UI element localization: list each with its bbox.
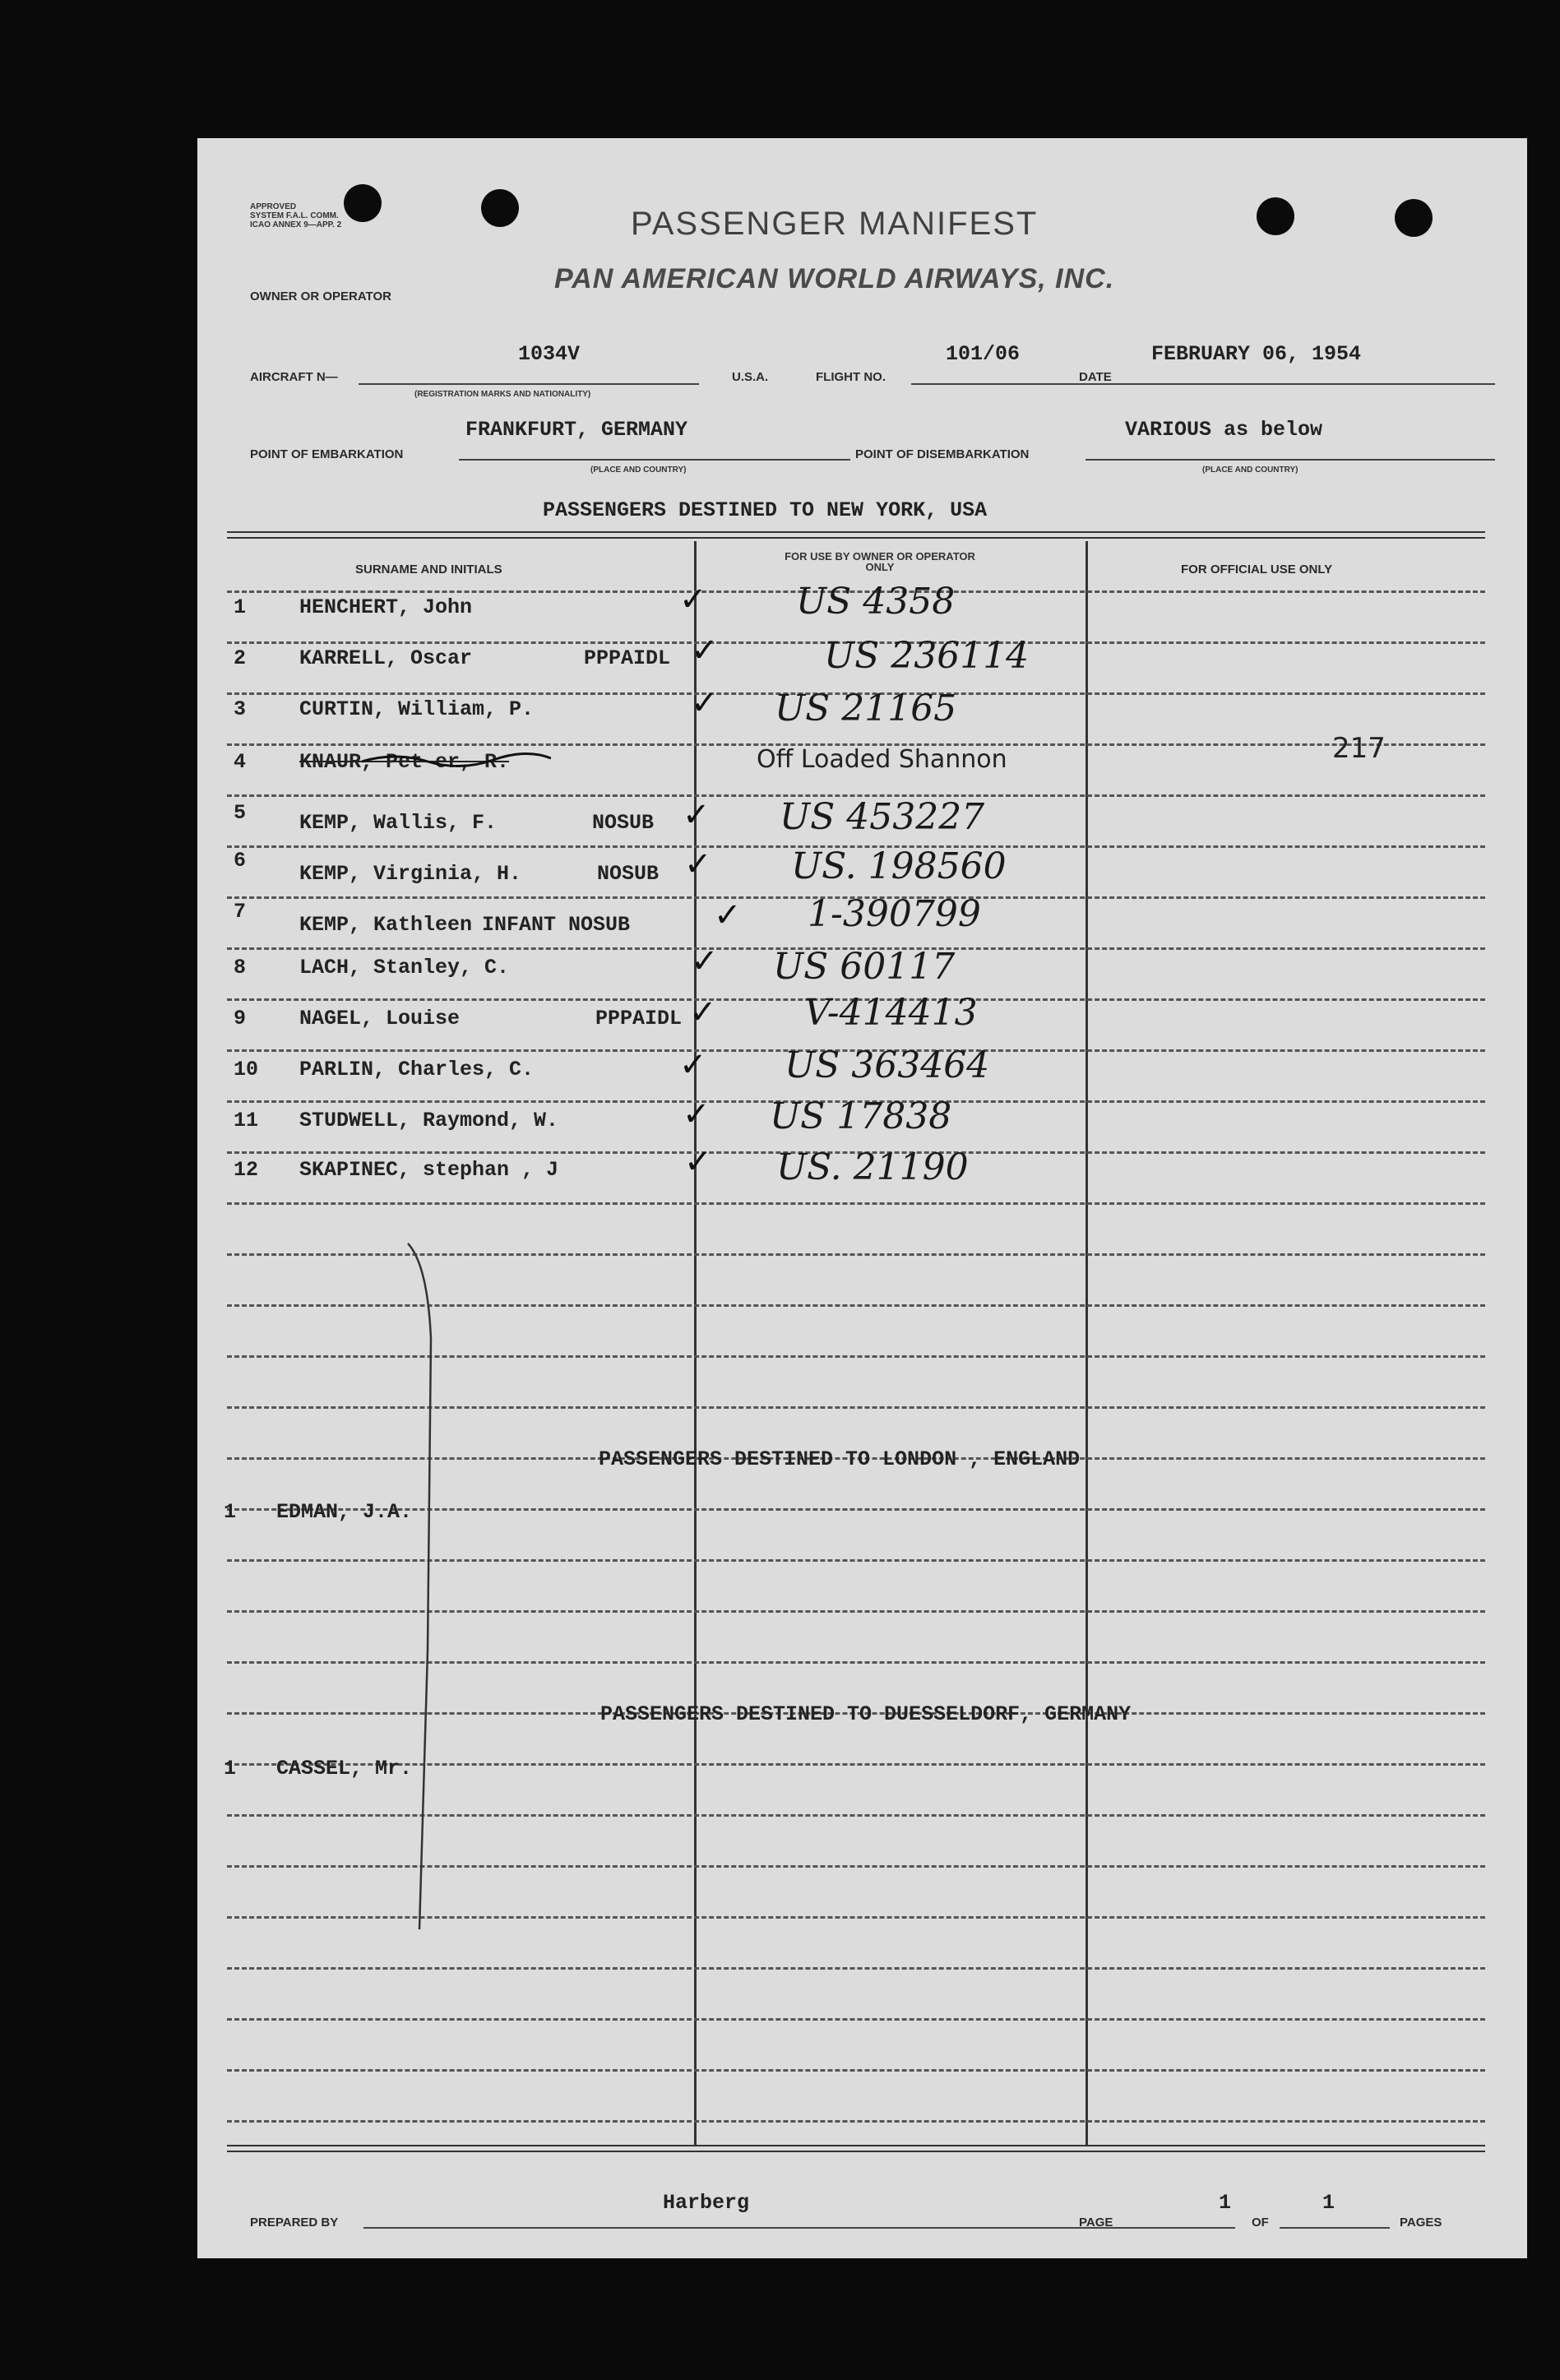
passenger-tag: PPPAIDL bbox=[595, 1007, 683, 1030]
total-pages: 1 bbox=[1322, 2191, 1335, 2215]
section-heading-new-york: PASSENGERS DESTINED TO NEW YORK, USA bbox=[543, 498, 988, 522]
check-mark-icon: ✓ bbox=[691, 942, 719, 980]
passenger-tag: NOSUB bbox=[597, 862, 660, 886]
passenger-tag: INFANT NOSUB bbox=[482, 913, 631, 937]
surname-column-header: SURNAME AND INITIALS bbox=[355, 563, 502, 576]
pages-label: PAGES bbox=[1400, 2216, 1442, 2230]
passport-number: US 60117 bbox=[773, 946, 956, 988]
section-heading-duesseldorf: PASSENGERS DESTINED TO DUESSELDORF, GERMANY bbox=[600, 1702, 1132, 1726]
passenger-name: SKAPINEC, stephan , J bbox=[299, 1158, 559, 1182]
disembarkation-caption: (PLACE AND COUNTRY) bbox=[1202, 465, 1298, 475]
check-mark-icon: ✓ bbox=[689, 993, 717, 1031]
punch-hole bbox=[1257, 197, 1294, 235]
embarkation-caption: (PLACE AND COUNTRY) bbox=[590, 465, 687, 475]
check-mark-icon: ✓ bbox=[684, 845, 712, 883]
check-mark-icon: ✓ bbox=[684, 1143, 712, 1181]
offload-note: Off Loaded Shannon bbox=[757, 745, 1007, 774]
passenger-number: 3 bbox=[234, 697, 247, 721]
passenger-number: 11 bbox=[234, 1109, 259, 1132]
passenger-name: LACH, Stanley, C. bbox=[299, 956, 510, 979]
flight-label: FLIGHT NO. bbox=[816, 370, 886, 384]
passport-number: 1-390799 bbox=[808, 893, 981, 935]
check-mark-icon: ✓ bbox=[691, 632, 719, 669]
date-label: DATE bbox=[1079, 370, 1112, 384]
owner-label: OWNER OR OPERATOR bbox=[250, 289, 391, 303]
passport-number: US 236114 bbox=[824, 635, 1030, 677]
passenger-name: KEMP, Wallis, F. bbox=[299, 811, 498, 835]
embarkation-place: FRANKFURT, GERMANY bbox=[465, 418, 688, 442]
passenger-name: STUDWELL, Raymond, W. bbox=[299, 1109, 559, 1132]
passenger-name-struck: KNAUR, Pet er, R. bbox=[299, 750, 510, 774]
passenger-name: KARRELL, Oscar bbox=[299, 646, 473, 670]
punch-hole bbox=[481, 189, 519, 227]
owner-use-column-header: FOR USE BY OWNER OR OPERATOR ONLY bbox=[785, 550, 975, 573]
passenger-tag: NOSUB bbox=[592, 811, 655, 835]
official-code: 217 bbox=[1332, 732, 1386, 765]
check-mark-icon: ✓ bbox=[683, 1095, 711, 1133]
passenger-number: 9 bbox=[234, 1007, 247, 1030]
check-mark-icon: ✓ bbox=[714, 896, 742, 934]
passenger-number: 1 bbox=[224, 1500, 237, 1524]
passenger-name: HENCHERT, John bbox=[299, 595, 473, 619]
passenger-name: CASSEL, Mr. bbox=[276, 1757, 413, 1780]
check-mark-icon: ✓ bbox=[691, 684, 719, 722]
passenger-number: 1 bbox=[234, 595, 247, 619]
passport-number: V-414413 bbox=[804, 992, 978, 1034]
passenger-tag: PPPAIDL bbox=[584, 646, 671, 670]
passenger-number: 12 bbox=[234, 1158, 259, 1182]
disembarkation-label: POINT OF DISEMBARKATION bbox=[855, 447, 1030, 461]
form-title: PASSENGER MANIFEST bbox=[631, 206, 1039, 242]
passenger-number: 7 bbox=[234, 900, 247, 924]
prepared-by-label: PREPARED BY bbox=[250, 2216, 339, 2230]
usa-label: U.S.A. bbox=[732, 370, 769, 384]
of-label: OF bbox=[1252, 2216, 1269, 2230]
passenger-number: 4 bbox=[234, 750, 247, 774]
passenger-number: 1 bbox=[224, 1757, 237, 1780]
approval-note: APPROVED SYSTEM F.A.L. COMM. ICAO ANNEX 9—APP. 2 bbox=[250, 202, 342, 229]
passenger-number: 5 bbox=[234, 801, 247, 825]
strike-through-scribble bbox=[362, 743, 551, 773]
passenger-name: PARLIN, Charles, C. bbox=[299, 1058, 535, 1081]
check-mark-icon: ✓ bbox=[679, 581, 707, 618]
aircraft-number: 1034V bbox=[518, 342, 581, 366]
page-number: 1 bbox=[1219, 2191, 1232, 2215]
passport-number: US. 198560 bbox=[791, 845, 1007, 887]
punch-hole bbox=[344, 184, 382, 222]
disembarkation-place: VARIOUS as below bbox=[1125, 418, 1323, 442]
official-use-column-header: FOR OFFICIAL USE ONLY bbox=[1181, 563, 1333, 576]
punch-hole bbox=[1395, 199, 1433, 237]
passport-number: US 21165 bbox=[775, 688, 957, 729]
registration-caption: (REGISTRATION MARKS AND NATIONALITY) bbox=[414, 390, 591, 399]
passport-number: US. 21190 bbox=[776, 1146, 969, 1188]
operator-name: PAN AMERICAN WORLD AIRWAYS, INC. bbox=[554, 263, 1115, 294]
passenger-number: 2 bbox=[234, 646, 247, 670]
passenger-number: 10 bbox=[234, 1058, 259, 1081]
passenger-name: NAGEL, Louise bbox=[299, 1007, 461, 1030]
passenger-name: KEMP, Kathleen bbox=[299, 913, 473, 937]
aircraft-label: AIRCRAFT N— bbox=[250, 370, 338, 384]
passenger-name: CURTIN, William, P. bbox=[299, 697, 535, 721]
passenger-name: KEMP, Virginia, H. bbox=[299, 862, 522, 886]
passenger-name: EDMAN, J.A. bbox=[276, 1500, 413, 1524]
check-mark-icon: ✓ bbox=[679, 1046, 707, 1084]
section-heading-london: PASSENGERS DESTINED TO LONDON , ENGLAND bbox=[599, 1447, 1081, 1471]
flight-number: 101/06 bbox=[946, 342, 1021, 366]
flight-date: FEBRUARY 06, 1954 bbox=[1151, 342, 1362, 366]
embarkation-label: POINT OF EMBARKATION bbox=[250, 447, 404, 461]
passport-number: US 363464 bbox=[785, 1044, 990, 1086]
prepared-by-value: Harberg bbox=[663, 2191, 750, 2215]
passport-number: US 17838 bbox=[770, 1095, 952, 1137]
passenger-number: 6 bbox=[234, 849, 247, 873]
passport-number: US 453227 bbox=[780, 796, 985, 838]
manifest-sheet bbox=[197, 138, 1527, 2258]
pen-bracket-mark bbox=[403, 1240, 452, 1931]
check-mark-icon: ✓ bbox=[683, 796, 711, 834]
passport-number: US 4358 bbox=[796, 581, 956, 623]
page-label: PAGE bbox=[1079, 2216, 1113, 2230]
passenger-number: 8 bbox=[234, 956, 247, 979]
